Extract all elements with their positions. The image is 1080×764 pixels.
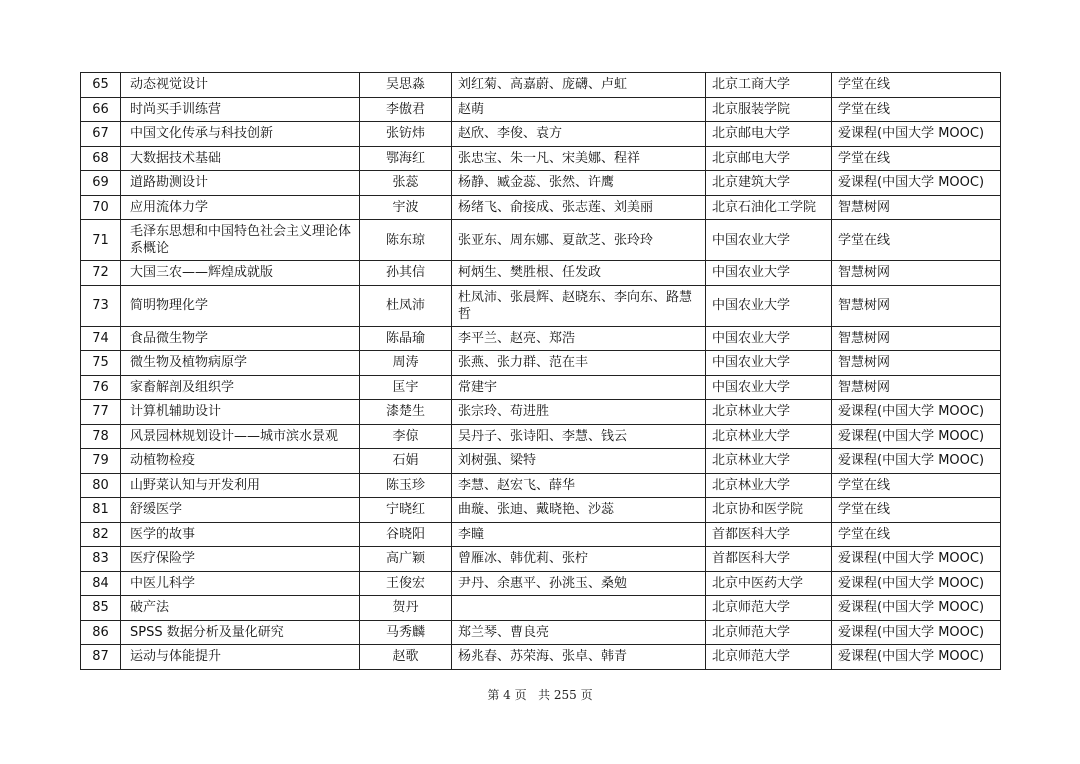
course-name: 简明物理化学 [121,285,360,326]
table-row [81,220,1001,261]
course-leader: 宇波 [360,195,452,220]
team-members: 常建宇 [452,375,706,400]
school-name: 中国农业大学 [706,375,832,400]
course-leader: 李傲君 [360,97,452,122]
team-members: 张燕、张力群、范在丰 [452,351,706,376]
row-number: 83 [81,547,121,572]
table-row [81,351,1001,376]
table-row [81,146,1001,171]
table-row [81,473,1001,498]
row-number: 69 [81,171,121,196]
row-number: 67 [81,122,121,147]
course-table-body [81,73,1001,670]
table-row [81,285,1001,326]
platform-name: 学堂在线 [832,146,1001,171]
platform-name: 学堂在线 [832,97,1001,122]
course-name: 中医儿科学 [121,571,360,596]
row-number: 71 [81,220,121,261]
platform-name: 爱课程(中国大学 MOOC) [832,645,1001,670]
course-leader: 吴思淼 [360,73,452,98]
platform-name: 爱课程(中国大学 MOOC) [832,400,1001,425]
school-name: 北京协和医学院 [706,498,832,523]
platform-name: 爱课程(中国大学 MOOC) [832,424,1001,449]
course-name: 中国文化传承与科技创新 [121,122,360,147]
course-name: 毛泽东思想和中国特色社会主义理论体系概论 [121,220,360,261]
platform-name: 智慧树网 [832,261,1001,286]
course-name: 运动与体能提升 [121,645,360,670]
table-row [81,171,1001,196]
course-name: SPSS 数据分析及量化研究 [121,620,360,645]
school-name: 北京林业大学 [706,473,832,498]
platform-name: 学堂在线 [832,522,1001,547]
course-leader: 周涛 [360,351,452,376]
platform-name: 爱课程(中国大学 MOOC) [832,571,1001,596]
team-members: 曾雁冰、韩优莉、张柠 [452,547,706,572]
team-members [452,596,706,621]
course-leader: 贺丹 [360,596,452,621]
team-members: 吴丹子、张诗阳、李慧、钱云 [452,424,706,449]
platform-name: 爱课程(中国大学 MOOC) [832,122,1001,147]
team-members: 曲璇、张迪、戴晓艳、沙蕊 [452,498,706,523]
course-name: 风景园林规划设计——城市滨水景观 [121,424,360,449]
course-name: 计算机辅助设计 [121,400,360,425]
platform-name: 学堂在线 [832,73,1001,98]
page-footer [0,686,1080,703]
school-name: 北京林业大学 [706,449,832,474]
team-members: 赵萌 [452,97,706,122]
team-members: 刘树强、梁特 [452,449,706,474]
platform-name: 爱课程(中国大学 MOOC) [832,171,1001,196]
row-number: 70 [81,195,121,220]
page-number: 第 4 页 [487,688,527,702]
team-members: 尹丹、余惠平、孙洮玉、桑勉 [452,571,706,596]
table-row [81,596,1001,621]
row-number: 66 [81,97,121,122]
team-members: 郑兰琴、曹良亮 [452,620,706,645]
row-number: 84 [81,571,121,596]
platform-name: 智慧树网 [832,375,1001,400]
table-row [81,400,1001,425]
team-members: 刘红菊、高嘉蔚、庞礴、卢虹 [452,73,706,98]
course-name: 道路勘测设计 [121,171,360,196]
course-name: 医疗保险学 [121,547,360,572]
course-leader: 孙其信 [360,261,452,286]
row-number: 65 [81,73,121,98]
course-name: 时尚买手训练营 [121,97,360,122]
table-row [81,620,1001,645]
course-leader: 高广颖 [360,547,452,572]
row-number: 82 [81,522,121,547]
school-name: 北京石油化工学院 [706,195,832,220]
course-leader: 石娟 [360,449,452,474]
team-members: 张忠宝、朱一凡、宋美娜、程祥 [452,146,706,171]
school-name: 北京师范大学 [706,596,832,621]
table-row [81,522,1001,547]
row-number: 74 [81,326,121,351]
course-name: 破产法 [121,596,360,621]
course-name: 医学的故事 [121,522,360,547]
row-number: 76 [81,375,121,400]
course-leader: 宁晓红 [360,498,452,523]
school-name: 北京邮电大学 [706,146,832,171]
platform-name: 爱课程(中国大学 MOOC) [832,547,1001,572]
course-leader: 杜凤沛 [360,285,452,326]
school-name: 北京师范大学 [706,620,832,645]
course-leader: 陈东琼 [360,220,452,261]
course-table [80,72,1001,670]
table-row [81,375,1001,400]
row-number: 73 [81,285,121,326]
table-row [81,449,1001,474]
course-name: 动态视觉设计 [121,73,360,98]
course-name: 大数据技术基础 [121,146,360,171]
team-members: 张亚东、周东娜、夏歆芝、张玲玲 [452,220,706,261]
course-leader: 匡宇 [360,375,452,400]
table-row [81,424,1001,449]
course-leader: 谷晓阳 [360,522,452,547]
course-name: 家畜解剖及组织学 [121,375,360,400]
team-members: 杜凤沛、张晨辉、赵晓东、李向东、路慧哲 [452,285,706,326]
table-row [81,122,1001,147]
school-name: 首都医科大学 [706,522,832,547]
course-leader: 鄂海红 [360,146,452,171]
table-row [81,73,1001,98]
table-row [81,645,1001,670]
platform-name: 智慧树网 [832,326,1001,351]
course-name: 微生物及植物病原学 [121,351,360,376]
row-number: 85 [81,596,121,621]
platform-name: 学堂在线 [832,220,1001,261]
course-leader: 马秀麟 [360,620,452,645]
school-name: 首都医科大学 [706,547,832,572]
school-name: 中国农业大学 [706,351,832,376]
team-members: 张宗玲、苟进胜 [452,400,706,425]
row-number: 79 [81,449,121,474]
table-row [81,326,1001,351]
team-members: 杨兆春、苏荣海、张卓、韩青 [452,645,706,670]
course-leader: 赵歌 [360,645,452,670]
table-row [81,571,1001,596]
row-number: 77 [81,400,121,425]
row-number: 87 [81,645,121,670]
team-members: 杨绪飞、俞接成、张志莲、刘美丽 [452,195,706,220]
school-name: 北京师范大学 [706,645,832,670]
school-name: 中国农业大学 [706,261,832,286]
course-leader: 王俊宏 [360,571,452,596]
platform-name: 爱课程(中国大学 MOOC) [832,449,1001,474]
team-members: 赵欣、李俊、袁方 [452,122,706,147]
course-leader: 李倞 [360,424,452,449]
row-number: 81 [81,498,121,523]
team-members: 柯炳生、樊胜根、任发政 [452,261,706,286]
school-name: 北京林业大学 [706,400,832,425]
course-name: 舒缓医学 [121,498,360,523]
page-total: 共 255 页 [538,688,593,702]
course-name: 动植物检疫 [121,449,360,474]
team-members: 李平兰、赵亮、郑浩 [452,326,706,351]
school-name: 北京中医药大学 [706,571,832,596]
team-members: 李慧、赵宏飞、薛华 [452,473,706,498]
course-name: 山野菜认知与开发利用 [121,473,360,498]
platform-name: 智慧树网 [832,285,1001,326]
school-name: 北京服装学院 [706,97,832,122]
platform-name: 智慧树网 [832,195,1001,220]
team-members: 杨静、臧金蕊、张然、许鹰 [452,171,706,196]
school-name: 中国农业大学 [706,285,832,326]
row-number: 80 [81,473,121,498]
course-name: 大国三农——辉煌成就版 [121,261,360,286]
table-row [81,547,1001,572]
row-number: 78 [81,424,121,449]
team-members: 李瞳 [452,522,706,547]
course-name: 应用流体力学 [121,195,360,220]
row-number: 68 [81,146,121,171]
course-leader: 张钫炜 [360,122,452,147]
course-leader: 陈晶瑜 [360,326,452,351]
row-number: 72 [81,261,121,286]
course-leader: 陈玉珍 [360,473,452,498]
school-name: 中国农业大学 [706,220,832,261]
row-number: 86 [81,620,121,645]
platform-name: 智慧树网 [832,351,1001,376]
course-name: 食品微生物学 [121,326,360,351]
row-number: 75 [81,351,121,376]
platform-name: 学堂在线 [832,498,1001,523]
school-name: 北京林业大学 [706,424,832,449]
school-name: 北京建筑大学 [706,171,832,196]
platform-name: 爱课程(中国大学 MOOC) [832,620,1001,645]
table-row [81,261,1001,286]
table-row [81,97,1001,122]
platform-name: 爱课程(中国大学 MOOC) [832,596,1001,621]
platform-name: 学堂在线 [832,473,1001,498]
school-name: 中国农业大学 [706,326,832,351]
school-name: 北京工商大学 [706,73,832,98]
course-leader: 张蕊 [360,171,452,196]
school-name: 北京邮电大学 [706,122,832,147]
course-leader: 漆楚生 [360,400,452,425]
table-row [81,498,1001,523]
table-row [81,195,1001,220]
